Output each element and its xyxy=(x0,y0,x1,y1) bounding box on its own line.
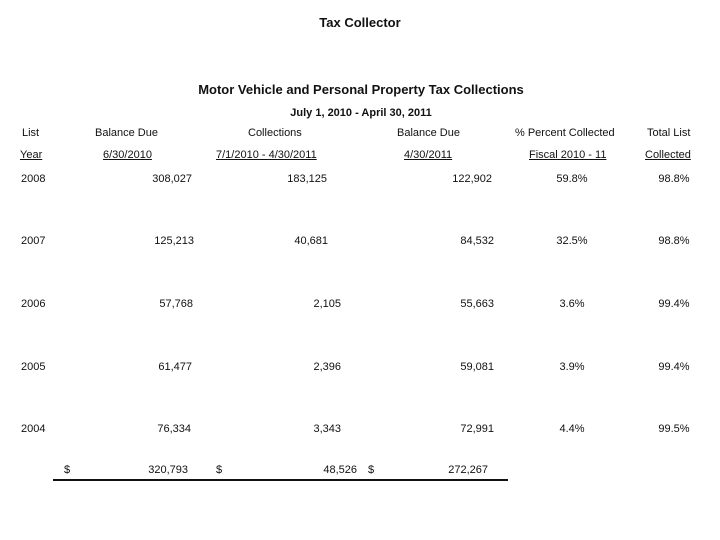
cell-collections: 2,105 xyxy=(313,298,341,310)
cell-percent-total: 99.4% xyxy=(658,361,690,373)
cell-percent-total: 99.5% xyxy=(658,423,690,435)
cell-balance-due-end: 59,081 xyxy=(460,361,494,373)
cell-year: 2004 xyxy=(21,423,46,435)
header-balance-due-end: Balance Due xyxy=(397,127,460,139)
total-balance-due-start: 320,793 xyxy=(148,464,188,476)
cell-percent-fiscal: 4.4% xyxy=(559,423,585,435)
cell-balance-due-end: 122,902 xyxy=(452,173,492,185)
cell-balance-due-start: 76,334 xyxy=(157,423,191,435)
cell-percent-fiscal: 3.9% xyxy=(559,361,585,373)
cell-collections: 183,125 xyxy=(287,173,327,185)
cell-year: 2008 xyxy=(21,173,46,185)
cell-balance-due-start: 61,477 xyxy=(158,361,192,373)
header-date-end: 4/30/2011 xyxy=(404,149,453,161)
report-subtitle: Motor Vehicle and Personal Property Tax Collections xyxy=(198,82,524,97)
cell-collections: 2,396 xyxy=(313,361,341,373)
cell-balance-due-start: 125,213 xyxy=(154,235,194,247)
header-percent-collected: % Percent Collected xyxy=(515,127,615,139)
total-currency-symbol: $ xyxy=(64,464,71,476)
report-date-range: July 1, 2010 - April 30, 2011 xyxy=(290,107,432,119)
cell-percent-total: 99.4% xyxy=(658,298,690,310)
cell-balance-due-end: 84,532 xyxy=(460,235,494,247)
cell-collections: 40,681 xyxy=(294,235,328,247)
total-currency-symbol: $ xyxy=(216,464,223,476)
total-balance-due-end: 272,267 xyxy=(448,464,488,476)
header-list: List xyxy=(22,127,40,139)
cell-percent-fiscal: 59.8% xyxy=(556,173,588,185)
header-collections: Collections xyxy=(248,127,302,139)
header-balance-due-start: Balance Due xyxy=(95,127,158,139)
cell-collections: 3,343 xyxy=(313,423,341,435)
cell-balance-due-start: 308,027 xyxy=(152,173,192,185)
cell-year: 2007 xyxy=(21,235,46,247)
header-collection-period: 7/1/2010 - 4/30/2011 xyxy=(216,149,317,161)
cell-year: 2005 xyxy=(21,361,46,373)
totals-underline xyxy=(53,479,508,481)
header-total-list: Total List xyxy=(647,127,691,139)
total-currency-symbol: $ xyxy=(368,464,375,476)
cell-balance-due-end: 55,663 xyxy=(460,298,494,310)
header-date-start: 6/30/2010 xyxy=(103,149,152,161)
total-collections: 48,526 xyxy=(323,464,357,476)
header-fiscal-year: Fiscal 2010 - 11 xyxy=(529,149,607,161)
header-collected: Collected xyxy=(645,149,691,161)
cell-percent-total: 98.8% xyxy=(658,235,690,247)
cell-percent-fiscal: 32.5% xyxy=(556,235,588,247)
cell-year: 2006 xyxy=(21,298,46,310)
cell-percent-fiscal: 3.6% xyxy=(559,298,585,310)
cell-balance-due-start: 57,768 xyxy=(159,298,193,310)
cell-percent-total: 98.8% xyxy=(658,173,690,185)
page-title: Tax Collector xyxy=(319,15,401,30)
cell-balance-due-end: 72,991 xyxy=(460,423,494,435)
header-year: Year xyxy=(20,149,43,161)
